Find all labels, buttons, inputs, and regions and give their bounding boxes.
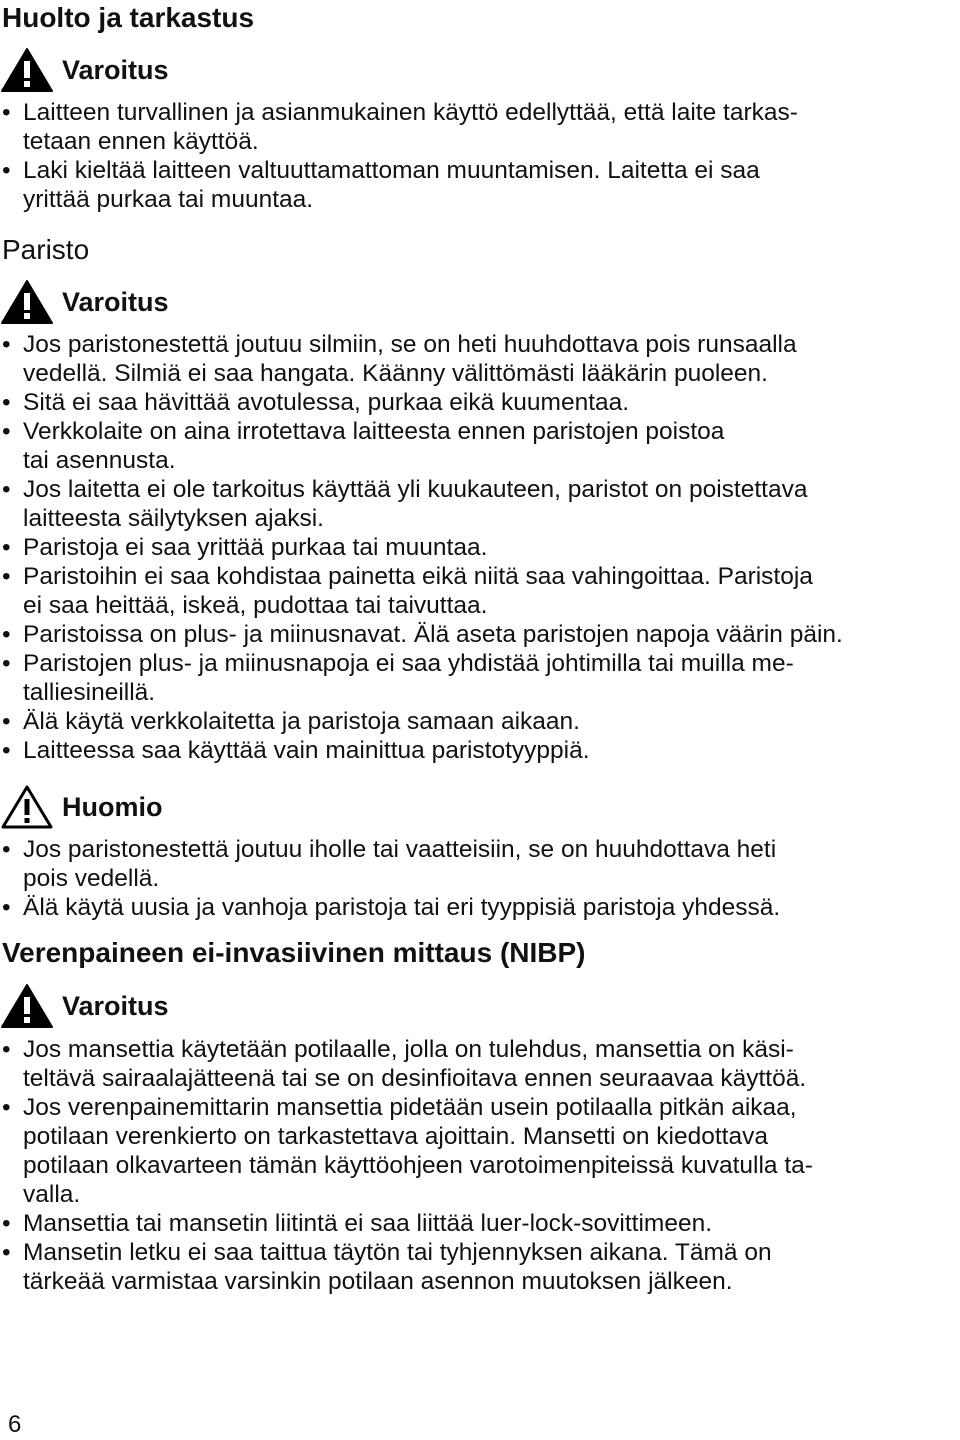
section-title-nibp: Verenpaineen ei-invasiivinen mittaus (NIBP) — [2, 937, 586, 968]
list-item: • Laitteen turvallinen ja asianmukainen käyttö edellyttää, että laite tarkas- tetaan ennen käyttöä. — [0, 98, 960, 156]
warning-label: Varoitus — [62, 286, 169, 317]
huolto-warning-list — [0, 98, 960, 214]
warning-filled-icon — [0, 279, 54, 325]
nibp-warning-list — [0, 1035, 960, 1296]
list-item: • Mansetin letku ei saa taittua täytön tai tyhjennyksen aikana. Tämä on tärkeää varmistaa varsinkin potilaan asennon muutoksen jälkeen. — [0, 1238, 960, 1296]
warning-label: Varoitus — [62, 54, 169, 85]
list-item: • Jos verenpainemittarin mansettia pidetään usein potilaalla pitkän aikaa, potilaan verenkierto on tarkastettava ajoittain. Mansetti on kiedottava potilaan olkavarteen tämän käyttöohjeen varotoimenpiteissä kuvatulla ta- valla. — [0, 1093, 960, 1209]
list-item: • Jos mansettia käytetään potilaalle, jolla on tulehdus, mansettia on käsi- teltävä sairaalajätteenä tai se on desinfioitava ennen seuraavaa käyttöä. — [0, 1035, 960, 1093]
list-item: • Verkkolaite on aina irrotettava laitteesta ennen paristojen poistoa tai asennusta. — [0, 417, 960, 475]
list-item: • Laki kieltää laitteen valtuuttamattoman muuntamisen. Laitetta ei saa yrittää purkaa tai muuntaa. — [0, 156, 960, 214]
list-item: • Älä käytä uusia ja vanhoja paristoja tai eri tyyppisiä paristoja yhdessä. — [0, 893, 960, 922]
warning-notice-nibp — [0, 983, 169, 1029]
warning-notice-paristo — [0, 279, 169, 325]
page-number: 6 — [8, 1411, 22, 1438]
section-title-huolto: Huolto ja tarkastus — [2, 2, 255, 33]
list-item: • Paristoihin ei saa kohdistaa painetta eikä niitä saa vahingoittaa. Paristoja ei saa heittää, iskeä, pudottaa tai taivuttaa. — [0, 562, 960, 620]
caution-notice-paristo — [0, 784, 163, 830]
list-item: • Jos paristonestettä joutuu silmiin, se on heti huuhdottava pois runsaalla vedellä. Silmiä ei saa hangata. Käänny välittömästi lääkärin puoleen. — [0, 330, 960, 388]
list-item: • Jos laitetta ei ole tarkoitus käyttää yli kuukauteen, paristot on poistettava laitteesta säilytyksen ajaksi. — [0, 475, 960, 533]
list-item: • Jos paristonestettä joutuu iholle tai vaatteisiin, se on huuhdottava heti pois vedellä. — [0, 835, 960, 893]
section-title-paristo: Paristo — [2, 234, 90, 265]
list-item: • Mansettia tai mansetin liitintä ei saa liittää luer-lock-sovittimeen. — [0, 1209, 960, 1238]
list-item: • Paristoja ei saa yrittää purkaa tai muuntaa. — [0, 533, 960, 562]
list-item: • Sitä ei saa hävittää avotulessa, purkaa eikä kuumentaa. — [0, 388, 960, 417]
caution-label: Huomio — [62, 791, 163, 822]
list-item: • Älä käytä verkkolaitetta ja paristoja samaan aikaan. — [0, 707, 960, 736]
paristo-caution-list — [0, 835, 960, 922]
list-item: • Paristoissa on plus- ja miinusnavat. Älä aseta paristojen napoja väärin päin. — [0, 620, 960, 649]
list-item: • Laitteessa saa käyttää vain mainittua paristotyyppiä. — [0, 736, 960, 765]
warning-filled-icon — [0, 983, 54, 1029]
paristo-warning-list — [0, 330, 960, 765]
caution-outline-icon — [0, 784, 54, 830]
list-item: • Paristojen plus- ja miinusnapoja ei saa yhdistää johtimilla tai muilla me- talliesineillä. — [0, 649, 960, 707]
warning-notice-huolto — [0, 47, 169, 93]
warning-filled-icon — [0, 47, 54, 93]
warning-label: Varoitus — [62, 990, 169, 1021]
